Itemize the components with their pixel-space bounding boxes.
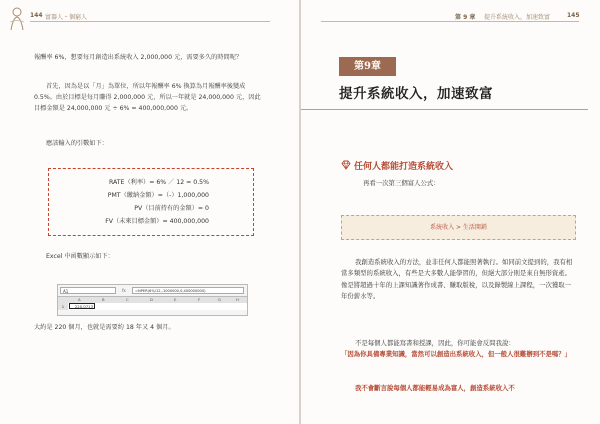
excel-fx-icon: fx <box>122 288 126 293</box>
column-header: C <box>126 297 129 302</box>
excel-cell: 220.0713 <box>69 303 95 309</box>
column-header: D <box>150 297 153 302</box>
chapter-divider <box>301 109 588 110</box>
page-number: 145 <box>567 12 580 19</box>
paragraph: Excel 中函數顯示如下： <box>46 253 114 260</box>
paragraph: 首先，因為是以「月」為單位，所以年報酬率 6% 換算為月報酬率後變成 0.5%。由於目標是每月賺得 2,000,000 元，所以一年就是 24,000,000 元，因此目標金額是 24,000,000 元 ÷ 6% = 400,000,000 元。 <box>34 83 261 112</box>
paragraph: 再看一次第三個富人公式： <box>363 179 440 187</box>
decorative-figure-icon <box>8 6 26 32</box>
formula-text: 系統收入 > 生活開銷 <box>430 224 487 231</box>
column-header: B <box>102 297 105 302</box>
excel-row <box>58 303 247 310</box>
right-page <box>301 0 600 424</box>
header-divider <box>30 21 270 22</box>
section-title: 任何人都能打造系統收入 <box>354 162 454 172</box>
formula-line: PV（目前持有的金額）= 0 <box>134 205 209 212</box>
paragraph: 大約是 220 個月，也就是需要約 18 年又 4 個月。 <box>34 324 175 331</box>
excel-screenshot <box>57 284 248 316</box>
excel-formula-bar: =NPER(6%/12,-1000000,0,400000000) <box>132 287 244 294</box>
formula-box <box>48 168 254 236</box>
excel-name-box: A1 <box>60 287 116 294</box>
header-divider <box>321 21 579 22</box>
column-header: H <box>236 297 239 302</box>
row-number: 1 <box>58 303 68 310</box>
column-header: F <box>198 297 201 302</box>
paragraph: 報酬率 6%，想要每月創造出系統收入 2,000,000 元，需要多久的時間呢？ <box>34 54 243 61</box>
paragraph: 我創造系統收入的方法，並非任何人都能照著執行。如同前文提到的，我有相當多類型的系統收入，有些是大多數人能學習的，但絕大部分則是來自無形資產。像是將超過十年的上課知識著作成書、賺取版稅，以及錄製線上課程，一次獲取一年份薪水等。 <box>341 258 573 300</box>
chapter-badge: 第9章 <box>339 57 396 76</box>
quote-paragraph <box>341 349 573 360</box>
formula-line: FV（未來目標金額）= 400,000,000 <box>105 218 209 225</box>
formula-box <box>341 215 576 240</box>
chapter-label: 第 9 章 <box>455 14 476 21</box>
paragraph: 不是每個人都能寫書和授課，因此，你可能會反問我說： <box>355 339 515 347</box>
left-page <box>0 0 299 424</box>
column-header: E <box>174 297 177 302</box>
paragraph: 應該輸入的引數如下： <box>46 140 108 147</box>
formula-line: PMT（繳納金額）=（-）1,000,000 <box>107 192 209 199</box>
page-number: 144 <box>30 12 43 19</box>
running-title: 富器人・個窮人 <box>45 14 88 21</box>
column-header: G <box>218 297 221 302</box>
diamond-icon <box>341 160 351 170</box>
column-header: A <box>78 297 81 302</box>
quote-text: 「因為你具備專業知識，當然可以創造出系統收入，但一般人很難辦到不是嗎？」 <box>341 350 572 358</box>
formula-line: RATE（利率）= 6% ／ 12 = 0.5% <box>108 179 209 186</box>
running-title: 提升系統收入，加速致富 <box>484 14 551 21</box>
paragraph: 我不會斷言說每個人都能輕易成為富人，創造系統收入不 <box>355 384 515 392</box>
chapter-title: 提升系統收入，加速致富 <box>339 86 493 102</box>
